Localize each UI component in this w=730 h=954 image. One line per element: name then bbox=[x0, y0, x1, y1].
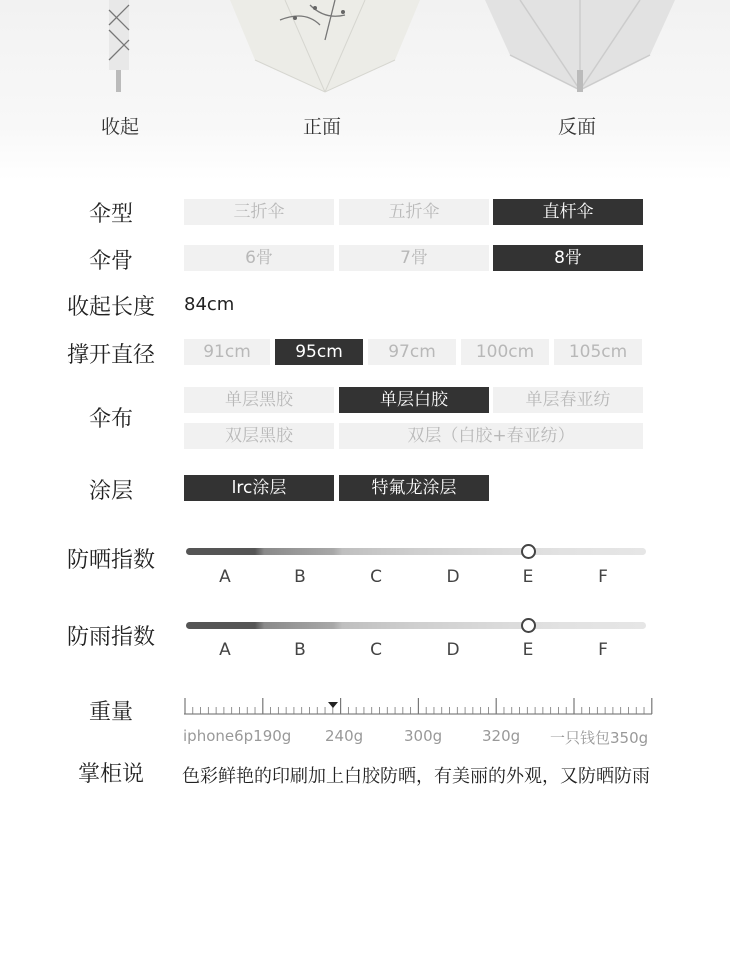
fabric-option-double-mixed[interactable]: 双层（白胶+春亚纺） bbox=[339, 423, 643, 449]
sun-tick-b: B bbox=[294, 567, 306, 587]
ribs-label: 伞骨 bbox=[88, 249, 133, 274]
rain-tick-a: A bbox=[219, 640, 231, 660]
type-label: 伞型 bbox=[88, 202, 133, 227]
weight-mark-320: 320g bbox=[482, 727, 521, 745]
rain-index-track bbox=[186, 622, 646, 629]
sun-tick-e: E bbox=[522, 567, 534, 587]
folded-length-value: 84cm bbox=[184, 294, 235, 315]
coating-option-lrc[interactable]: lrc涂层 bbox=[184, 475, 334, 501]
type-option-five-fold[interactable]: 五折伞 bbox=[339, 199, 489, 225]
umbrella-front-image bbox=[225, 0, 425, 95]
shopkeeper-label: 掌柜说 bbox=[77, 762, 144, 787]
weight-label: 重量 bbox=[88, 700, 133, 725]
sun-tick-a: A bbox=[219, 567, 231, 587]
weight-mark-240: 240g bbox=[325, 727, 364, 745]
ribs-option-8[interactable]: 8骨 bbox=[493, 245, 643, 271]
sun-index-marker bbox=[521, 544, 536, 559]
diameter-option-91[interactable]: 91cm bbox=[184, 339, 270, 365]
weight-marker bbox=[328, 702, 338, 708]
diameter-option-105[interactable]: 105cm bbox=[554, 339, 642, 365]
rain-tick-d: D bbox=[446, 640, 460, 660]
weight-mark-350: 一只钱包350g bbox=[550, 729, 649, 747]
rain-tick-f: F bbox=[598, 640, 608, 660]
folded-umbrella-image bbox=[95, 0, 145, 100]
fabric-option-single-black[interactable]: 单层黑胶 bbox=[184, 387, 334, 413]
sun-index-track bbox=[186, 548, 646, 555]
rain-tick-b: B bbox=[294, 640, 306, 660]
diameter-option-100[interactable]: 100cm bbox=[461, 339, 549, 365]
type-option-straight[interactable]: 直杆伞 bbox=[493, 199, 643, 225]
fabric-option-single-pongee[interactable]: 单层春亚纺 bbox=[493, 387, 643, 413]
sun-tick-c: C bbox=[370, 567, 382, 587]
sun-tick-d: D bbox=[446, 567, 460, 587]
ribs-option-6[interactable]: 6骨 bbox=[184, 245, 334, 271]
coating-option-teflon[interactable]: 特氟龙涂层 bbox=[339, 475, 489, 501]
diameter-label: 撑开直径 bbox=[66, 343, 155, 368]
fabric-option-double-black[interactable]: 双层黑胶 bbox=[184, 423, 334, 449]
folded-length-label: 收起长度 bbox=[66, 295, 155, 320]
diameter-option-97[interactable]: 97cm bbox=[368, 339, 456, 365]
umbrella-back-image bbox=[480, 0, 680, 95]
rain-index-marker bbox=[521, 618, 536, 633]
shopkeeper-text: 色彩鲜艳的印刷加上白胶防晒，有美丽的外观，又防晒防雨 bbox=[182, 766, 650, 787]
fabric-label: 伞布 bbox=[88, 407, 133, 432]
weight-mark-300: 300g bbox=[404, 727, 443, 745]
sun-index-label: 防晒指数 bbox=[66, 548, 155, 573]
caption-front: 正面 bbox=[302, 116, 341, 138]
fabric-option-single-white[interactable]: 单层白胶 bbox=[339, 387, 489, 413]
rain-tick-c: C bbox=[370, 640, 382, 660]
coating-label: 涂层 bbox=[88, 479, 133, 504]
caption-folded: 收起 bbox=[100, 116, 139, 138]
rain-tick-e: E bbox=[522, 640, 534, 660]
diameter-option-95[interactable]: 95cm bbox=[275, 339, 363, 365]
sun-tick-f: F bbox=[598, 567, 608, 587]
type-option-tri-fold[interactable]: 三折伞 bbox=[184, 199, 334, 225]
caption-back: 反面 bbox=[557, 116, 596, 138]
weight-ruler bbox=[184, 697, 654, 715]
rain-index-label: 防雨指数 bbox=[66, 625, 155, 650]
weight-mark-190: iphone6p190g bbox=[183, 727, 292, 745]
ribs-option-7[interactable]: 7骨 bbox=[339, 245, 489, 271]
